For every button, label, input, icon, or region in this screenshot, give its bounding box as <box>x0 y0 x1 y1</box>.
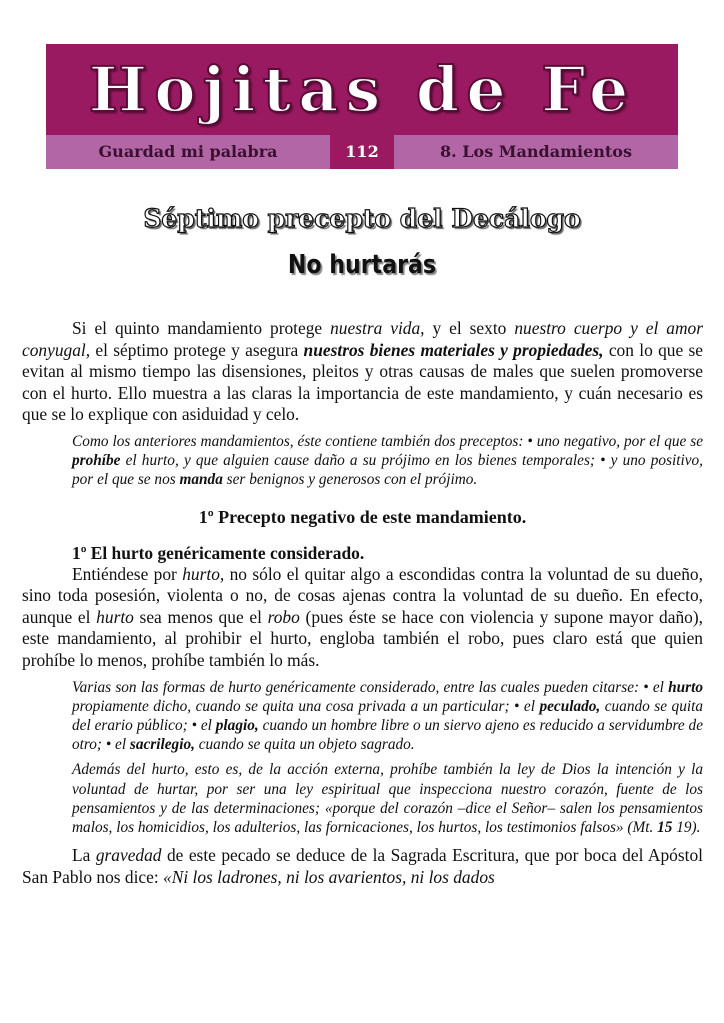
note-paragraph <box>72 678 703 755</box>
text-run: nuestra vida, <box>330 318 425 338</box>
text-run: La <box>72 845 96 866</box>
text-run: nuestro cuerpo y el amor conyugal, <box>22 318 703 360</box>
note-paragraph <box>72 760 703 837</box>
section-heading <box>22 506 703 528</box>
paragraph <box>22 318 703 426</box>
subsection-heading <box>72 542 703 564</box>
text-run: hurto, <box>182 563 225 584</box>
text-run: cuando un hombre libre o un siervo ajeno es reducido a servidumbre de otro; • el <box>72 716 703 754</box>
article-body <box>22 318 703 888</box>
text-run: Si el quinto mandamiento protege <box>72 318 331 338</box>
text-run: plagio, <box>215 716 259 734</box>
text-run: gravedad <box>95 845 162 866</box>
text-run: sacrilegio, <box>129 736 195 754</box>
page-title: Séptimo precepto del Decálogo <box>143 204 581 233</box>
text-run: cuando se quita del erario público; • el <box>72 697 703 734</box>
text-run: hurto <box>96 606 134 627</box>
text-run: peculado, <box>539 697 601 715</box>
masthead <box>46 44 678 169</box>
text-run: 15 <box>657 818 673 836</box>
text-run: Entiéndese por <box>72 563 183 584</box>
text-run: 1º El hurto genéricamente considerado. <box>72 542 365 563</box>
note-paragraph <box>72 432 703 490</box>
text-run: con lo que se evitan al mismo tiempo las disensiones, pleitos y otras causas de males que suelen promoverse con el hurto. Ello muestra a las claras la importancia de este mandamiento, y cuán necesario es que se lo explique con asiduidad y celo. <box>22 339 703 425</box>
text-run: 19). <box>672 818 701 836</box>
text-run: ser benignos y generosos con el prójimo. <box>222 471 478 489</box>
text-run: cuando se quita un objeto sagrado. <box>194 736 415 754</box>
text-run: prohíbe <box>72 452 121 470</box>
text-run: hurto <box>668 678 703 696</box>
publication-title: Hojitas de Fe <box>88 53 636 126</box>
text-run: propiamente dicho, cuando se quita una cosa privada a un particular; • el <box>72 697 540 715</box>
text-run: y el sexto <box>424 318 515 338</box>
text-run: Varias son las formas de hurto genéricamente considerado, entre las cuales pueden citarse: • el <box>72 678 669 696</box>
text-run: el hurto, y que alguien cause daño a su prójimo en los bienes temporales; • y uno positivo, por el que se nos <box>72 452 703 489</box>
paragraph <box>22 564 703 672</box>
text-run: no sólo el quitar algo a escondidas contra la voluntad de su dueño, sino toda posesión, violenta o no, de cosas ajenas contra la voluntad de su dueño. En efecto, aunque el <box>22 563 703 627</box>
text-run: nuestros bienes materiales y propiedades, <box>303 339 604 360</box>
issue-number: 112 <box>330 135 394 169</box>
text-run: Además del hurto, esto es, de la acción externa, prohíbe también la ley de Dios la intención y la voluntad de hurtar, por ser una ley espiritual que inspecciona nuestro corazón, fuente de los pensamientos y de las determinaciones; «porque del corazón –dice el Señor– salen los pensamientos malos, los homicidios, los adulterios, las fornicaciones, los hurtos, los testimonios falsos» (Mt. <box>72 761 703 836</box>
text-run: (pues éste se hace con violencia y supone mayor daño), este mandamiento, al prohibir el hurto, engloba también el robo, pues claro está que quien prohíbe lo menos, prohíbe también lo más. <box>22 606 704 670</box>
text-run: 1º Precepto negativo de este mandamiento. <box>198 506 527 527</box>
text-run: Como los anteriores mandamientos, éste contiene también dos preceptos: • uno negativo, por el que se <box>72 432 703 450</box>
text-run: robo <box>267 606 300 627</box>
text-run: «Ni los ladrones, ni los avarientos, ni los dados <box>163 866 495 887</box>
text-run: de este pecado se deduce de la Sagrada Escritura, que por boca del Apóstol San Pablo nos dice: <box>22 845 703 887</box>
text-run: manda <box>179 471 223 489</box>
paragraph <box>22 845 703 888</box>
page-subtitle: No hurtarás <box>287 250 437 280</box>
text-run: sea menos que el <box>133 606 268 627</box>
series-label: Guardad mi palabra <box>46 135 330 169</box>
text-run: el séptimo protege y asegura <box>90 339 304 360</box>
section-label: 8. Los Mandamientos <box>394 135 678 169</box>
